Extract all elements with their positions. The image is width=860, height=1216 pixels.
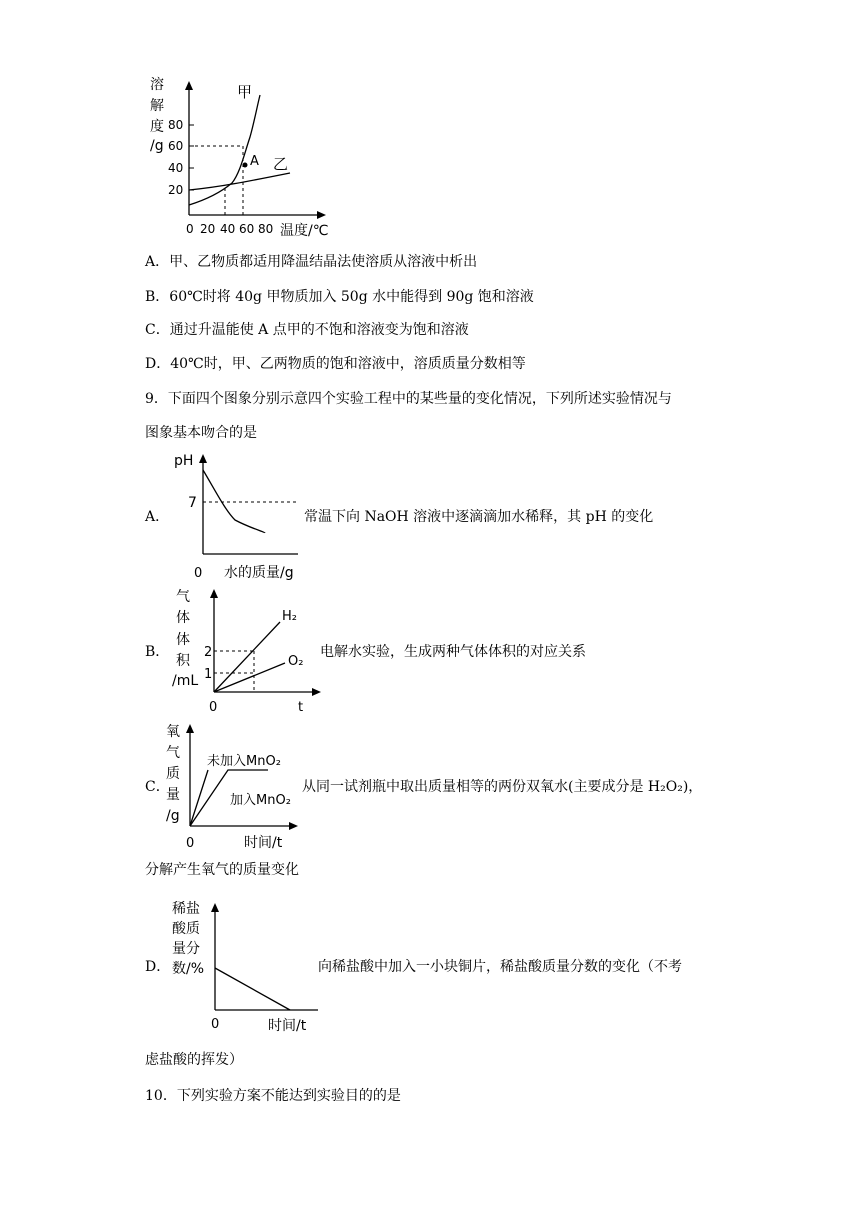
y-tick-labels <box>168 118 183 197</box>
svg-text:气: 气 <box>166 745 180 761</box>
q9-stem-line2: 图象基本吻合的是 <box>145 425 257 441</box>
svg-text:体: 体 <box>176 632 190 648</box>
x-axis-label: 温度/℃ <box>280 223 329 239</box>
reference-lines <box>189 146 243 215</box>
x-tick-labels <box>186 222 273 236</box>
ph-origin: 0 <box>194 566 203 581</box>
o2-label: O₂ <box>288 654 304 669</box>
ph-y-label: pH <box>174 453 194 469</box>
svg-text:60: 60 <box>239 222 255 236</box>
q10-stem: 10．下列实验方案不能达到实验目的的是 <box>145 1088 401 1104</box>
q9-option-a-text: 常温下向 NaOH 溶液中逐滴滴加水稀释，其 pH 的变化 <box>304 509 654 525</box>
h2-line <box>214 622 280 692</box>
svg-text:酸质: 酸质 <box>172 921 200 937</box>
q8-option-a: A．甲、乙物质都适用降温结晶法使溶质从溶液中析出 <box>145 254 478 270</box>
svg-text:量分: 量分 <box>172 941 200 957</box>
electrolysis-x-label: t <box>298 700 304 715</box>
hcl-origin: 0 <box>211 1017 220 1032</box>
h2-label: H₂ <box>282 609 297 624</box>
ph-chart <box>170 450 310 585</box>
svg-text:积: 积 <box>176 653 190 669</box>
svg-text:质: 质 <box>166 766 180 782</box>
svg-text:解: 解 <box>150 98 164 114</box>
point-a-label: A <box>250 154 259 169</box>
label-without-mno2: 未加入MnO₂ <box>207 754 281 769</box>
svg-text:溶: 溶 <box>150 77 164 93</box>
q9-option-a-letter: A． <box>145 509 170 525</box>
oxygen-chart <box>160 720 310 852</box>
svg-text:氧: 氧 <box>166 724 180 740</box>
q9-option-c-text: 从同一试剂瓶中取出质量相等的两份双氧水(主要成分是 H₂O₂)， <box>302 779 703 795</box>
q9-option-b-text: 电解水实验，生成两种气体体积的对应关系 <box>320 644 586 660</box>
svg-text:/mL: /mL <box>172 673 199 689</box>
series-label-yi: 乙 <box>273 155 289 173</box>
oxygen-origin: 0 <box>186 836 195 851</box>
o2-line <box>214 663 285 692</box>
svg-text:/g: /g <box>166 808 180 824</box>
q9-option-c-letter: C． <box>145 779 170 795</box>
svg-text:稀盐: 稀盐 <box>172 901 200 917</box>
q9-option-b-letter: B． <box>145 644 170 660</box>
electrolysis-chart <box>170 585 320 715</box>
svg-text:/g: /g <box>150 138 164 154</box>
svg-text:体: 体 <box>176 610 190 626</box>
ph-ref-value: 7 <box>188 495 197 511</box>
q9-option-c-text-cont: 分解产生氧气的质量变化 <box>145 862 299 878</box>
hcl-chart <box>170 895 330 1035</box>
solubility-chart <box>140 75 340 245</box>
x-axis-arrow <box>317 211 326 219</box>
svg-text:80: 80 <box>258 222 274 236</box>
series-label-jia: 甲 <box>237 83 253 101</box>
point-a <box>243 163 248 168</box>
svg-text:数/%: 数/% <box>172 961 205 977</box>
oxygen-x-label: 时间/t <box>244 835 283 851</box>
svg-text:20: 20 <box>168 183 184 197</box>
q9-stem-line1: 9．下面四个图象分别示意四个实验工程中的某些量的变化情况，下列所述实验情况与 <box>145 391 672 407</box>
line-with-mno2 <box>190 770 208 826</box>
svg-text:40: 40 <box>168 161 184 175</box>
curve-yi <box>189 173 290 190</box>
y-axis-arrow <box>185 81 193 90</box>
q8-option-b: B．60℃时将 40g 甲物质加入 50g 水中能得到 90g 饱和溶液 <box>145 289 534 305</box>
svg-text:0: 0 <box>186 222 194 236</box>
oxygen-y-label <box>166 724 180 824</box>
svg-text:1: 1 <box>204 667 213 682</box>
y-axis-label <box>150 76 164 154</box>
hcl-line <box>215 968 290 1010</box>
svg-text:20: 20 <box>200 222 216 236</box>
hcl-x-label: 时间/t <box>268 1018 307 1034</box>
electrolysis-y-label <box>172 589 198 689</box>
hcl-y-label <box>172 900 204 977</box>
svg-text:80: 80 <box>168 118 184 132</box>
svg-text:气: 气 <box>176 589 190 605</box>
q9-option-d-text: 向稀盐酸中加入一小块铜片，稀盐酸质量分数的变化（不考 <box>318 959 682 975</box>
label-with-mno2: 加入MnO₂ <box>230 793 291 808</box>
q8-option-d: D．40℃时，甲、乙两物质的饱和溶液中，溶质质量分数相等 <box>145 356 526 372</box>
svg-text:40: 40 <box>220 222 236 236</box>
svg-text:2: 2 <box>204 645 213 660</box>
q9-option-d-text-cont: 虑盐酸的挥发） <box>145 1052 243 1068</box>
electrolysis-origin: 0 <box>209 700 218 715</box>
q9-option-d-letter: D． <box>145 959 171 975</box>
q8-option-c: C．通过升温能使 A 点甲的不饱和溶液变为饱和溶液 <box>145 322 469 338</box>
ph-x-label: 水的质量/g <box>224 565 294 581</box>
svg-text:度: 度 <box>150 119 164 135</box>
svg-text:60: 60 <box>168 139 184 153</box>
svg-text:量: 量 <box>166 787 180 803</box>
electrolysis-y-ticks <box>204 645 212 682</box>
